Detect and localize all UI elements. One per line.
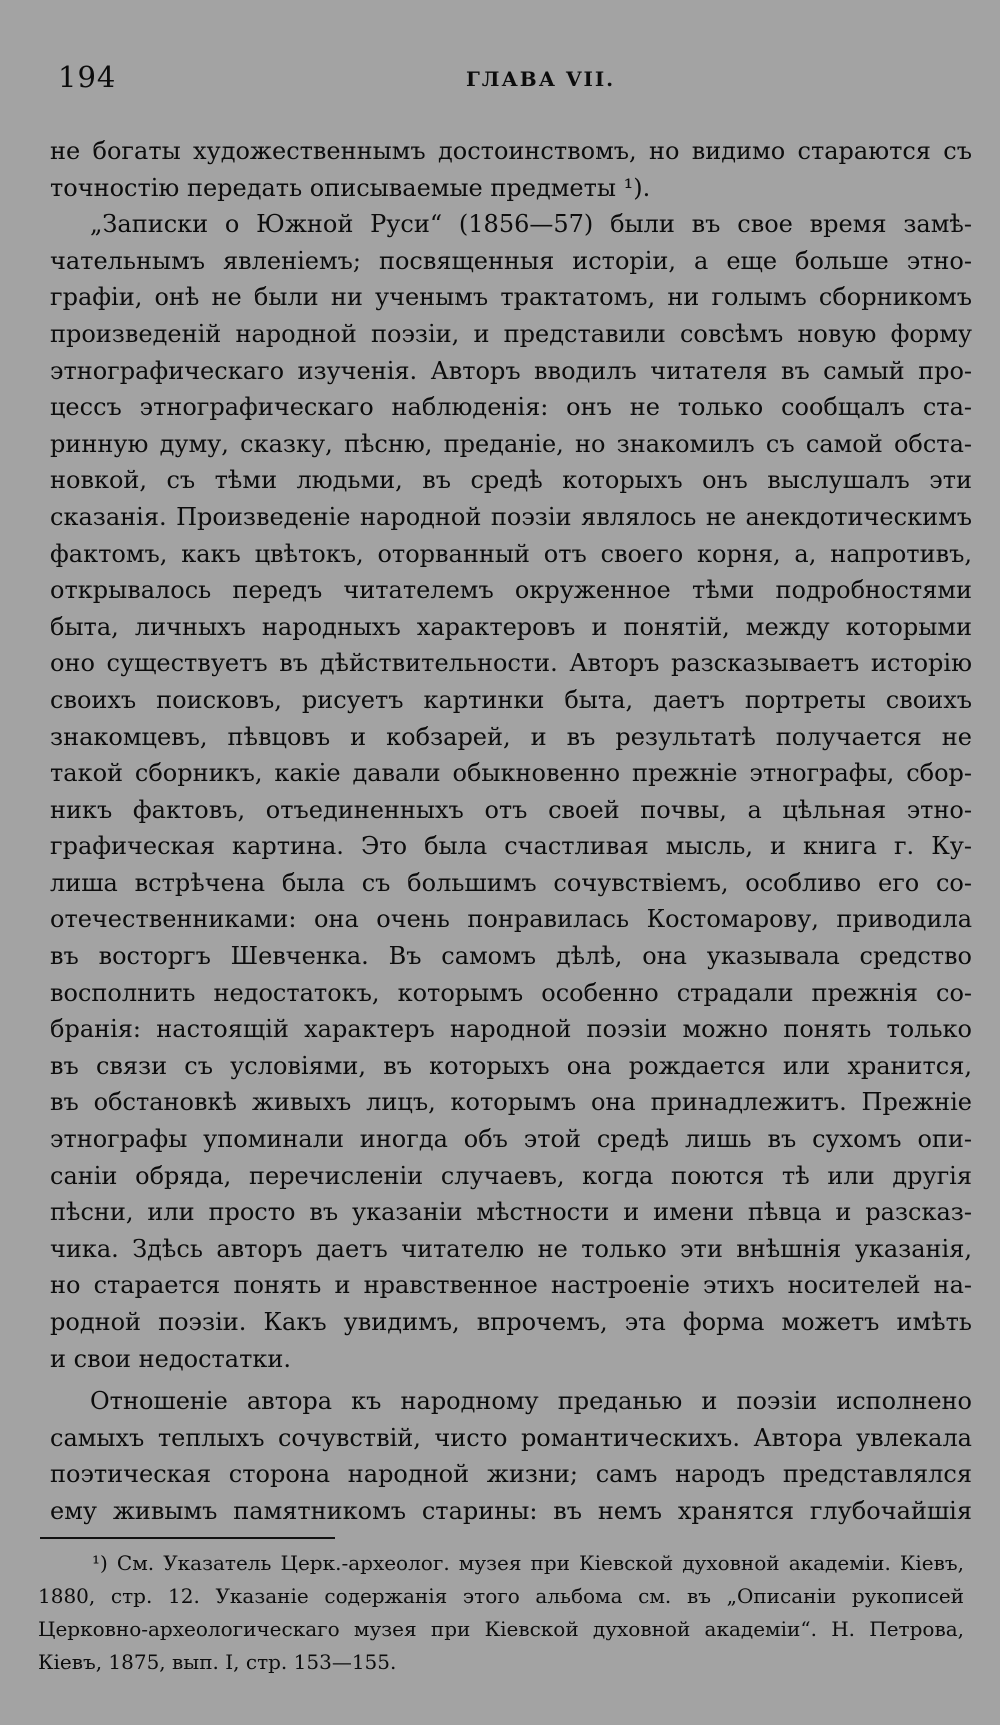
text-line: родной поэзіи. Какъ увидимъ, впрочемъ, эта форма можетъ имѣть: [50, 1308, 972, 1336]
text-line: новкой, съ тѣми людьми, въ средѣ которыхъ онъ выслушалъ эти: [50, 466, 972, 495]
text-line: графическая картина. Это была счастливая мысль, и книга г. Ку-: [50, 832, 972, 861]
page-number: 194: [58, 60, 117, 94]
text-line: быта, личныхъ народныхъ характеровъ и понятій, между которыми: [50, 612, 972, 641]
text-line: Отношеніе автора къ народному преданью и поэзіи исполнено: [90, 1387, 972, 1416]
body-text: [50, 133, 972, 1530]
text-line: лиша встрѣчена была съ большимъ сочувствіемъ, особливо его со-: [50, 868, 972, 897]
footnotes: [38, 1547, 964, 1679]
text-line: и свои недостатки.: [50, 1344, 292, 1373]
text-line: графіи, онѣ не были ни ученымъ трактатомъ, ни голымъ сборникомъ: [50, 283, 972, 312]
text-line: „Записки о Южной Руси“ (1856—57) были въ свое время замѣ-: [90, 210, 972, 239]
text-line: восполнить недостатокъ, которымъ особенно страдали прежнія со-: [50, 978, 972, 1007]
text-line: поэтическая сторона народной жизни; самъ народъ представлялся: [50, 1460, 972, 1489]
text-line: своихъ поисковъ, рисуетъ картинки быта, даетъ портреты своихъ: [50, 685, 972, 714]
text-line: самыхъ теплыхъ сочувствій, чисто романтическихъ. Автора увлекала: [50, 1423, 972, 1452]
text-line: но старается понять и нравственное настроеніе этихъ носителей на-: [50, 1271, 972, 1300]
text-line: знакомцевъ, пѣвцовъ и кобзарей, и въ результатѣ получается не: [50, 722, 972, 751]
text-line: не богаты художественнымъ достоинствомъ, но видимо стараются съ: [50, 137, 972, 165]
text-line: чательнымъ явленіемъ; посвященныя исторіи, а еще больше этно-: [50, 246, 972, 275]
text-line: открывалось передъ читателемъ окруженное тѣми подробностями: [50, 576, 972, 605]
footnote-line: ¹) См. Указатель Церк.-археолог. музея при Кіевской духовной академіи. Кіевъ,: [92, 1551, 964, 1575]
text-line: оно существуетъ въ дѣйствительности. Авторъ разсказываетъ исторію: [50, 649, 972, 678]
text-line: отечественниками: она очень понравилась Костомарову, приводила: [50, 905, 972, 934]
text-line: фактомъ, какъ цвѣтокъ, оторванный отъ своего корня, а, напротивъ,: [50, 539, 972, 568]
text-line: точностію передать описываемые предметы ¹).: [50, 173, 651, 202]
text-line: сказанія. Произведеніе народной поэзіи являлось не анекдотическимъ: [50, 502, 972, 531]
text-line: произведеній народной поэзіи, и представили совсѣмъ новую форму: [50, 319, 972, 348]
text-line: этнографическаго изученія. Авторъ вводилъ читателя въ самый про-: [50, 356, 972, 385]
text-line: въ восторгъ Шевченка. Въ самомъ дѣлѣ, она указывала средство: [50, 942, 972, 971]
text-line: въ обстановкѣ живыхъ лицъ, которымъ она принадлежитъ. Прежніе: [50, 1088, 972, 1117]
text-line: въ связи съ условіями, въ которыхъ она рождается или хранится,: [50, 1051, 972, 1080]
text-line: саніи обряда, перечисленіи случаевъ, когда поются тѣ или другія: [50, 1161, 972, 1190]
text-line: никъ фактовъ, отъединенныхъ отъ своей почвы, а цѣльная этно-: [50, 795, 972, 824]
text-line: такой сборникъ, какіе давали обыкновенно прежніе этнографы, сбор-: [50, 759, 972, 788]
text-line: пѣсни, или просто въ указаніи мѣстности и имени пѣвца и разсказ-: [50, 1198, 972, 1227]
footnote-divider: [40, 1537, 335, 1539]
text-line: ему живымъ памятникомъ старины: въ немъ хранятся глубочайшія: [50, 1496, 972, 1525]
text-line: этнографы упоминали иногда объ этой средѣ лишь въ сухомъ опи-: [50, 1125, 972, 1154]
text-line: цессъ этнографическаго наблюденія: онъ не только сообщалъ ста-: [50, 393, 972, 422]
text-line: ринную думу, сказку, пѣсню, преданіе, но знакомилъ съ самой обста-: [50, 429, 972, 458]
text-line: чика. Здѣсь авторъ даетъ читателю не только эти внѣшнія указанія,: [50, 1234, 972, 1263]
footnote-line: 1880, стр. 12. Указаніе содержанія этого альбома см. въ „Описаніи рукописей: [38, 1584, 964, 1608]
running-head: ГЛАВА VII.: [466, 67, 616, 91]
footnote-line: Церковно-археологическаго музея при Кіевской духовной академіи“. Н. Петрова,: [38, 1617, 964, 1641]
footnote-line: Кіевъ, 1875, вып. I, стр. 153—155.: [38, 1650, 397, 1674]
text-line: бранія: настоящій характеръ народной поэзіи можно понять только: [50, 1015, 972, 1044]
